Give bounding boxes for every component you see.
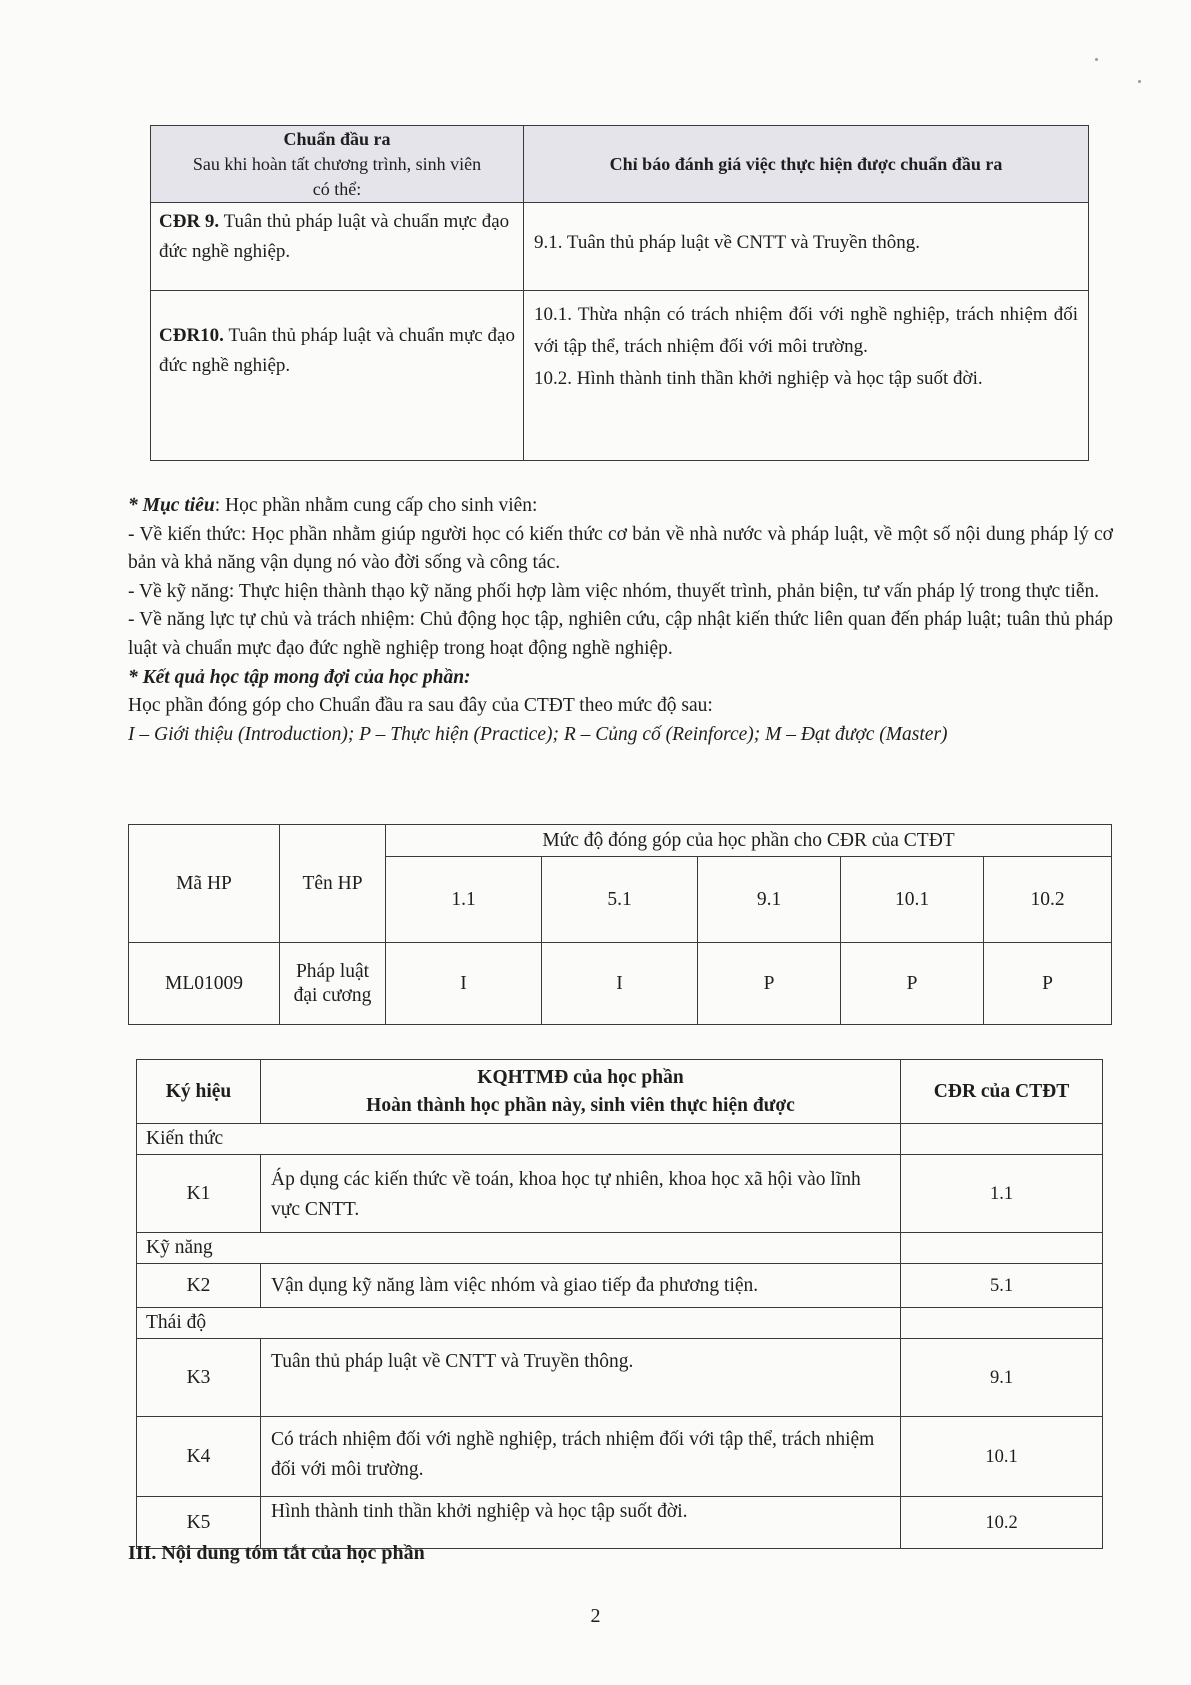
outcome-column-header: 9.1 — [698, 857, 841, 943]
outcome-description: Vận dụng kỹ năng làm việc nhóm và giao tiếp đa phương tiện. — [261, 1264, 901, 1308]
outcome-code: K2 — [137, 1264, 261, 1308]
outcome-header-subtitle: Sau khi hoàn tất chương trình, sinh viên có thể: — [192, 153, 482, 199]
outcome-cdr: 5.1 — [901, 1264, 1103, 1308]
contribution-group-header: Mức độ đóng góp của học phần cho CĐR của CTĐT — [386, 825, 1112, 857]
outcome-code: K5 — [137, 1497, 261, 1549]
indicator-cell — [524, 291, 1089, 461]
outcomes-intro: Học phần đóng góp cho Chuẩn đầu ra sau đây của CTĐT theo mức độ sau: — [128, 695, 713, 717]
group-cdr-empty — [901, 1233, 1103, 1264]
indicator-text: 10.1. Thừa nhận có trách nhiệm đối với nghề nghiệp, trách nhiệm đối với tập thể, trách nhiệm đối với môi trường. — [534, 304, 1078, 357]
objective-autonomy: - Về năng lực tự chủ và trách nhiệm: Chủ động học tập, nghiên cứu, cập nhật kiến thức liên quan đến pháp luật; tuân thủ pháp luật và chuẩn mực đạo đức nghề nghiệp trong hoạt động nghề nghiệp. — [128, 609, 1113, 659]
objectives-section — [128, 492, 1113, 749]
group-label: Thái độ — [137, 1308, 901, 1339]
outcome-cell — [151, 203, 524, 291]
indicator-text: 10.2. Hình thành tinh thần khởi nghiệp và học tập suốt đời. — [534, 368, 983, 389]
course-code-header: Mã HP — [129, 825, 280, 943]
outcome-column-header: 5.1 — [542, 857, 698, 943]
group-label: Kiến thức — [137, 1124, 901, 1155]
outcome-title-line: KQHTMĐ của học phần — [477, 1066, 684, 1088]
outcome-title-header — [261, 1060, 901, 1124]
indicator-cell — [524, 203, 1089, 291]
learning-outcomes-table — [136, 1059, 1103, 1549]
contribution-level: P — [698, 943, 841, 1025]
outcome-description: Tuân thủ pháp luật về CNTT và Truyền thông. — [261, 1339, 901, 1417]
scan-speck — [1095, 58, 1098, 61]
outcome-description: Có trách nhiệm đối với nghề nghiệp, trách nhiệm đối với tập thể, trách nhiệm đối với môi trường. — [261, 1417, 901, 1497]
cdr-header: CĐR của CTĐT — [901, 1060, 1103, 1124]
outcome-code: K3 — [137, 1339, 261, 1417]
objective-skills: - Về kỹ năng: Thực hiện thành thạo kỹ năng phối hợp làm việc nhóm, thuyết trình, phản biện, tư vấn pháp lý trong thực tiễn. — [128, 580, 1100, 602]
outcome-text: Tuân thủ pháp luật và chuẩn mực đạo đức nghề nghiệp. — [159, 325, 515, 376]
outcome-cdr: 9.1 — [901, 1339, 1103, 1417]
outcome-cell — [151, 291, 524, 461]
contribution-level: P — [841, 943, 984, 1025]
outcome-code: CĐR10. — [159, 325, 224, 346]
outcome-description: Áp dụng các kiến thức về toán, khoa học tự nhiên, khoa học xã hội vào lĩnh vực CNTT. — [261, 1155, 901, 1233]
outcome-header-cell — [151, 126, 524, 203]
contribution-level: I — [542, 943, 698, 1025]
group-cdr-empty — [901, 1124, 1103, 1155]
objectives-intro: * Mục tiêu: Học phần nhằm cung cấp cho sinh viên: — [128, 495, 538, 516]
objectives-label: * Mục tiêu — [128, 495, 215, 516]
outcome-text: Tuân thủ pháp luật và chuẩn mực đạo đức nghề nghiệp. — [159, 211, 510, 262]
indicator-header-title: Chỉ báo đánh giá việc thực hiện được chuẩn đầu ra — [609, 153, 1003, 174]
page-number: 2 — [590, 1605, 601, 1627]
outcome-code: CĐR 9. — [159, 211, 220, 232]
course-name-header: Tên HP — [280, 825, 386, 943]
outcome-cdr: 10.1 — [901, 1417, 1103, 1497]
contribution-level: P — [984, 943, 1112, 1025]
scan-speck — [1138, 80, 1141, 83]
outcome-code: K1 — [137, 1155, 261, 1233]
level-legend: I – Giới thiệu (Introduction); P – Thực hiện (Practice); R – Củng cố (Reinforce); M – Đạt được (Master) — [128, 723, 948, 745]
outcome-cdr: 10.2 — [901, 1497, 1103, 1549]
contribution-level: I — [386, 943, 542, 1025]
indicator-text: 9.1. Tuân thủ pháp luật về CNTT và Truyền thông. — [534, 231, 920, 253]
group-cdr-empty — [901, 1308, 1103, 1339]
outcome-indicator-table — [150, 125, 1089, 461]
outcome-header-title: Chuẩn đầu ra — [283, 128, 391, 149]
course-code: ML01009 — [129, 943, 280, 1025]
objective-knowledge: - Về kiến thức: Học phần nhằm giúp người học có kiến thức cơ bản về nhà nước và pháp luật, về một số nội dung pháp lý cơ bản và khả năng vận dụng nó vào đời sống và công tác. — [128, 523, 1113, 574]
outcome-title-line: Hoàn thành học phần này, sinh viên thực hiện được — [366, 1094, 795, 1116]
outcome-cdr: 1.1 — [901, 1155, 1103, 1233]
outcome-column-header: 1.1 — [386, 857, 542, 943]
indicator-header-cell — [524, 126, 1089, 203]
outcome-column-header: 10.2 — [984, 857, 1112, 943]
group-label: Kỹ năng — [137, 1233, 901, 1264]
contribution-table — [128, 824, 1112, 1025]
course-name: Pháp luật đại cương — [280, 943, 386, 1025]
outcome-description: Hình thành tinh thần khởi nghiệp và học tập suốt đời. — [261, 1497, 901, 1549]
outcomes-heading: * Kết quả học tập mong đợi của học phần: — [128, 666, 471, 688]
symbol-header: Ký hiệu — [137, 1060, 261, 1124]
outcome-code: K4 — [137, 1417, 261, 1497]
section-heading: III. Nội dung tóm tắt của học phần — [128, 1542, 425, 1564]
outcome-column-header: 10.1 — [841, 857, 984, 943]
